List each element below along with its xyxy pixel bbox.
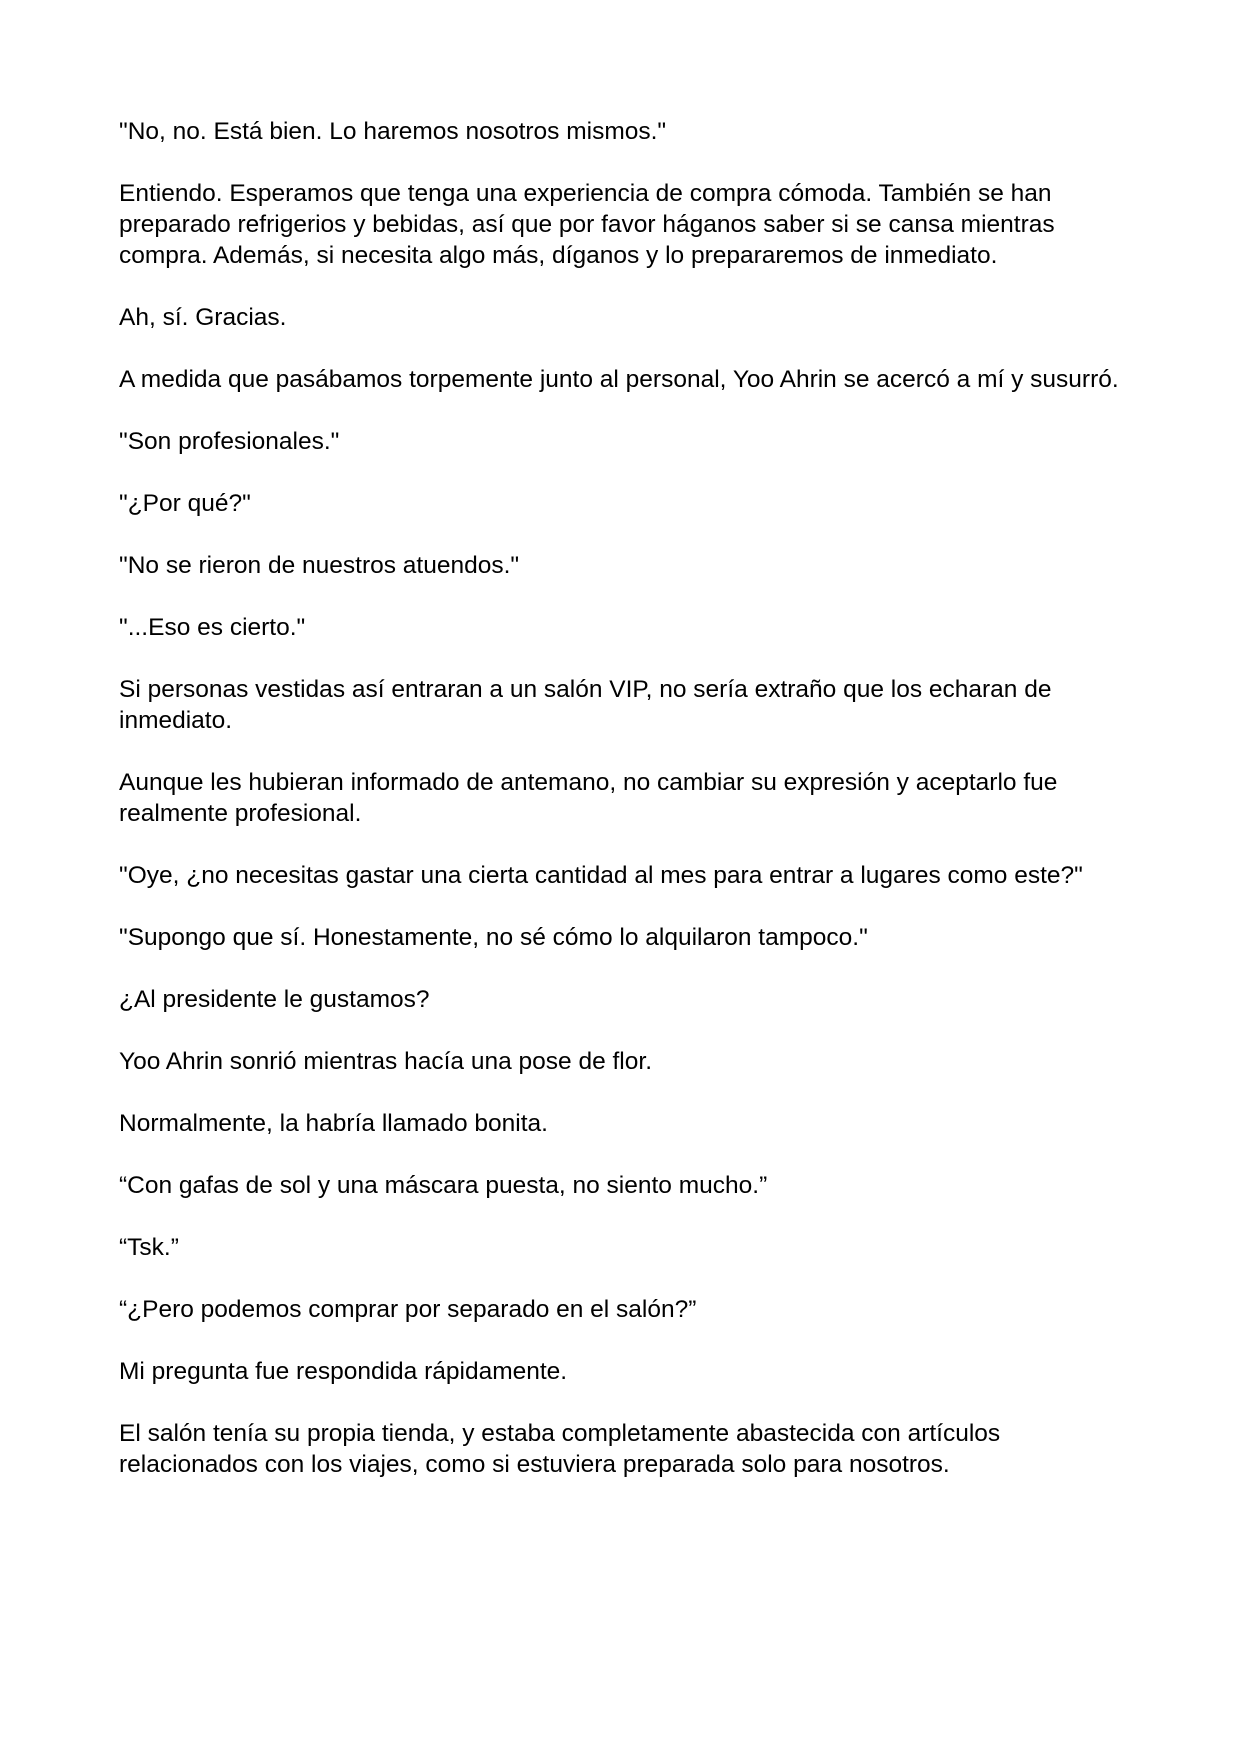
paragraph: "¿Por qué?" — [119, 490, 251, 517]
paragraph: "Oye, ¿no necesitas gastar una cierta cantidad al mes para entrar a lugares como este?" — [119, 862, 1083, 889]
paragraph: Normalmente, la habría llamado bonita. — [119, 1110, 548, 1137]
paragraph: "Supongo que sí. Honestamente, no sé cómo lo alquilaron tampoco." — [119, 924, 868, 951]
paragraph: "...Eso es cierto." — [119, 614, 306, 641]
paragraph: Si personas vestidas así entraran a un salón VIP, no sería extraño que los echaran de inmediato. — [119, 676, 1052, 734]
paragraph: “¿Pero podemos comprar por separado en el salón?” — [119, 1296, 697, 1323]
paragraph: Yoo Ahrin sonrió mientras hacía una pose de flor. — [119, 1048, 652, 1075]
paragraph: Entiendo. Esperamos que tenga una experiencia de compra cómoda. También se han preparado refrigerios y bebidas, así que por favor háganos saber si se cansa mientras compra. Además, si necesita algo más, díganos y lo prepararemos de inmediato. — [119, 180, 1055, 269]
paragraph: "No, no. Está bien. Lo haremos nosotros mismos." — [119, 118, 667, 145]
paragraph: El salón tenía su propia tienda, y estaba completamente abastecida con artículos relacionados con los viajes, como si estuviera preparada solo para nosotros. — [119, 1420, 1001, 1478]
document-body — [119, 116, 1129, 1511]
paragraph: ¿Al presidente le gustamos? — [119, 986, 430, 1013]
paragraph: Mi pregunta fue respondida rápidamente. — [119, 1358, 568, 1385]
paragraph: "No se rieron de nuestros atuendos." — [119, 552, 520, 579]
paragraph: “Con gafas de sol y una máscara puesta, no siento mucho.” — [119, 1172, 768, 1199]
paragraph: A medida que pasábamos torpemente junto al personal, Yoo Ahrin se acercó a mí y susurró. — [119, 366, 1119, 393]
paragraph: “Tsk.” — [119, 1234, 179, 1261]
paragraph: Aunque les hubieran informado de antemano, no cambiar su expresión y aceptarlo fue realmente profesional. — [119, 769, 1058, 827]
paragraph: Ah, sí. Gracias. — [119, 304, 287, 331]
paragraph: "Son profesionales." — [119, 428, 340, 455]
